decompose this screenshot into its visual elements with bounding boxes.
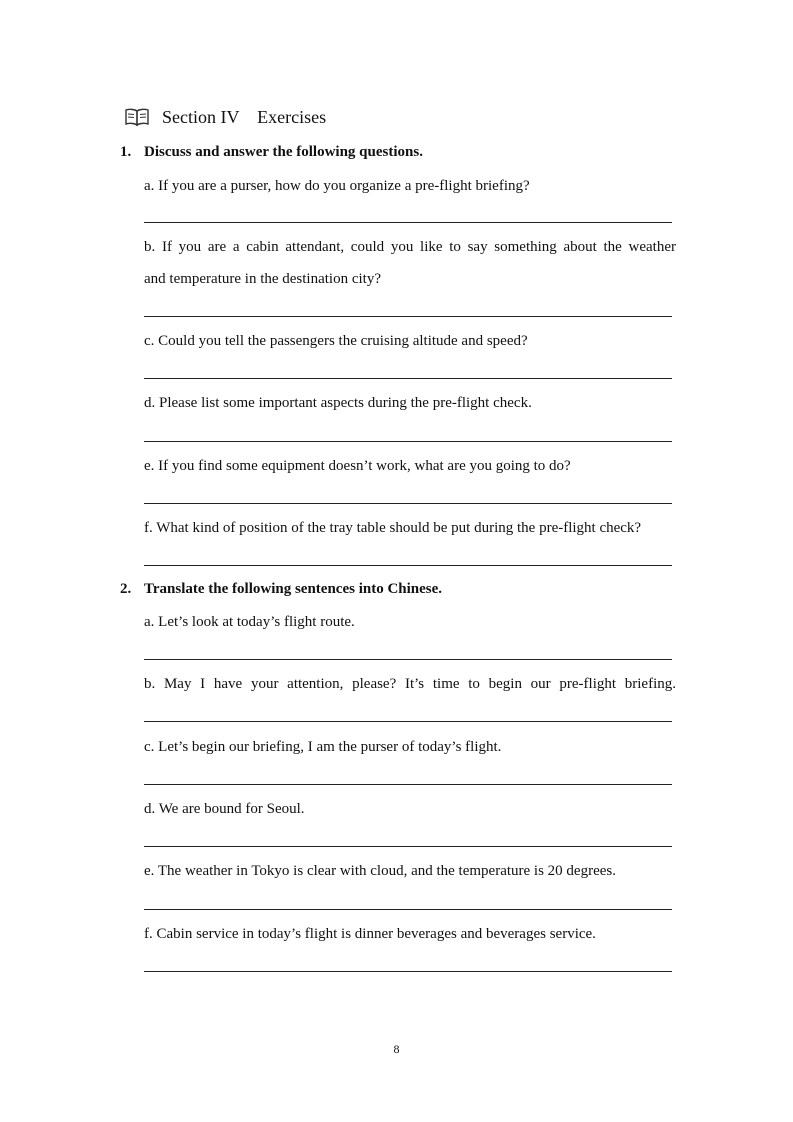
question-1f: f. What kind of position of the tray table should be put during the pre-flight check? <box>144 520 642 536</box>
exercise-1-title: Discuss and answer the following questions. <box>144 144 423 160</box>
question-1d: d. Please list some important aspects during the pre-flight check. <box>144 395 532 411</box>
question-1a: a. If you are a purser, how do you organize a pre-flight briefing? <box>144 178 530 194</box>
book-icon <box>124 107 150 127</box>
answer-line-1f[interactable] <box>144 565 672 566</box>
sentence-2e: e. The weather in Tokyo is clear with cloud, and the temperature is 20 degrees. <box>144 863 616 879</box>
section-header <box>124 105 326 129</box>
question-1c: c. Could you tell the passengers the cruising altitude and speed? <box>144 333 528 349</box>
answer-line-2c[interactable] <box>144 784 672 785</box>
answer-line-1b[interactable] <box>144 316 672 317</box>
question-1b: b. If you are a cabin attendant, could you like to say something about the weather <box>144 239 676 255</box>
exercise-1-heading <box>120 144 423 161</box>
answer-line-2a[interactable] <box>144 659 672 660</box>
exercise-2-title: Translate the following sentences into Chinese. <box>144 581 443 597</box>
sentence-2d: d. We are bound for Seoul. <box>144 801 305 817</box>
page-number: 8 <box>393 1042 400 1056</box>
answer-line-2f[interactable] <box>144 971 672 972</box>
answer-line-1a[interactable] <box>144 222 672 223</box>
answer-line-1e[interactable] <box>144 503 672 504</box>
sentence-2a: a. Let’s look at today’s flight route. <box>144 614 355 630</box>
exercise-2-number: 2. <box>120 581 132 597</box>
answer-line-1d[interactable] <box>144 441 672 442</box>
question-1e: e. If you find some equipment doesn’t work, what are you going to do? <box>144 458 571 474</box>
exercise-2-heading <box>120 581 442 598</box>
sentence-2f: f. Cabin service in today’s flight is dinner beverages and beverages service. <box>144 926 596 942</box>
answer-line-2e[interactable] <box>144 909 672 910</box>
section-title: Section IV Exercises <box>162 106 327 127</box>
sentence-2c: c. Let’s begin our briefing, I am the purser of today’s flight. <box>144 739 502 755</box>
answer-line-2d[interactable] <box>144 846 672 847</box>
question-1b-continued: and temperature in the destination city? <box>144 271 381 287</box>
exercise-1-number: 1. <box>120 144 132 160</box>
answer-line-2b[interactable] <box>144 721 672 722</box>
answer-line-1c[interactable] <box>144 378 672 379</box>
sentence-2b: b. May I have your attention, please? It’s time to begin our pre-flight briefing. <box>144 676 676 692</box>
